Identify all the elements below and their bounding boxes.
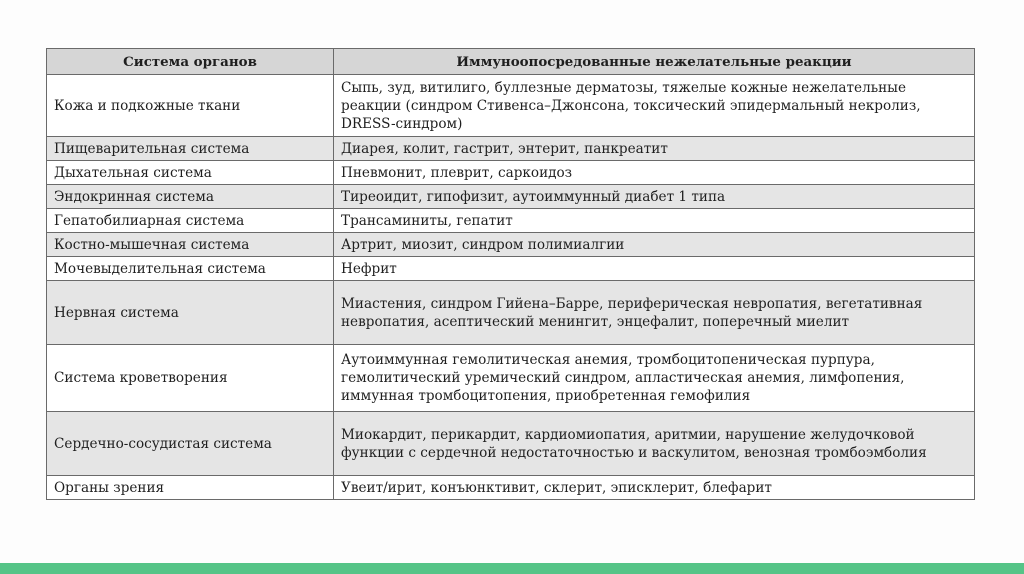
table-row (47, 345, 975, 412)
reactions-cell: Нефрит (334, 257, 975, 281)
table-row (47, 75, 975, 137)
organ-system-cell: Дыхательная система (47, 161, 334, 185)
organ-system-cell: Кожа и подкожные ткани (47, 75, 334, 137)
reactions-cell: Артрит, миозит, синдром полимиалгии (334, 233, 975, 257)
table-container (46, 48, 974, 500)
table-row (47, 476, 975, 500)
reactions-cell: Увеит/ирит, конъюнктивит, склерит, эписклерит, блефарит (334, 476, 975, 500)
organ-system-cell: Органы зрения (47, 476, 334, 500)
table-row (47, 281, 975, 345)
table-header-row (47, 49, 975, 75)
adverse-reactions-table (46, 48, 975, 500)
header-organ-system: Система органов (47, 49, 334, 75)
reactions-cell: Миокардит, перикардит, кардиомиопатия, аритмии, нарушение желудочковой функции с сердечной недостаточностью и васкулитом, венозная тромбоэмболия (334, 412, 975, 476)
organ-system-cell: Костно-мышечная система (47, 233, 334, 257)
table-row (47, 412, 975, 476)
organ-system-cell: Система кроветворения (47, 345, 334, 412)
organ-system-cell: Эндокринная система (47, 185, 334, 209)
header-immune-reactions: Иммуноопосредованные нежелательные реакции (334, 49, 975, 75)
organ-system-cell: Сердечно-сосудистая система (47, 412, 334, 476)
table-row (47, 185, 975, 209)
organ-system-cell: Пищеварительная система (47, 137, 334, 161)
reactions-cell: Сыпь, зуд, витилиго, буллезные дерматозы, тяжелые кожные нежелательные реакции (синдром Стивенса–Джонсона, токсический эпидермальный некролиз, DRESS-синдром) (334, 75, 975, 137)
reactions-cell: Диарея, колит, гастрит, энтерит, панкреатит (334, 137, 975, 161)
table-row (47, 233, 975, 257)
accent-bar (0, 563, 1024, 574)
table-row (47, 137, 975, 161)
reactions-cell: Пневмонит, плеврит, саркоидоз (334, 161, 975, 185)
reactions-cell: Аутоиммунная гемолитическая анемия, тромбоцитопеническая пурпура, гемолитический уремический синдром, апластическая анемия, лимфопения, иммунная тромбоцитопения, приобретенная гемофилия (334, 345, 975, 412)
reactions-cell: Тиреоидит, гипофизит, аутоиммунный диабет 1 типа (334, 185, 975, 209)
organ-system-cell: Гепатобилиарная система (47, 209, 334, 233)
organ-system-cell: Нервная система (47, 281, 334, 345)
organ-system-cell: Мочевыделительная система (47, 257, 334, 281)
table-row (47, 209, 975, 233)
table-row (47, 257, 975, 281)
table-row (47, 161, 975, 185)
reactions-cell: Миастения, синдром Гийена–Барре, периферическая невропатия, вегетативная невропатия, асептический менингит, энцефалит, поперечный миелит (334, 281, 975, 345)
reactions-cell: Трансаминиты, гепатит (334, 209, 975, 233)
